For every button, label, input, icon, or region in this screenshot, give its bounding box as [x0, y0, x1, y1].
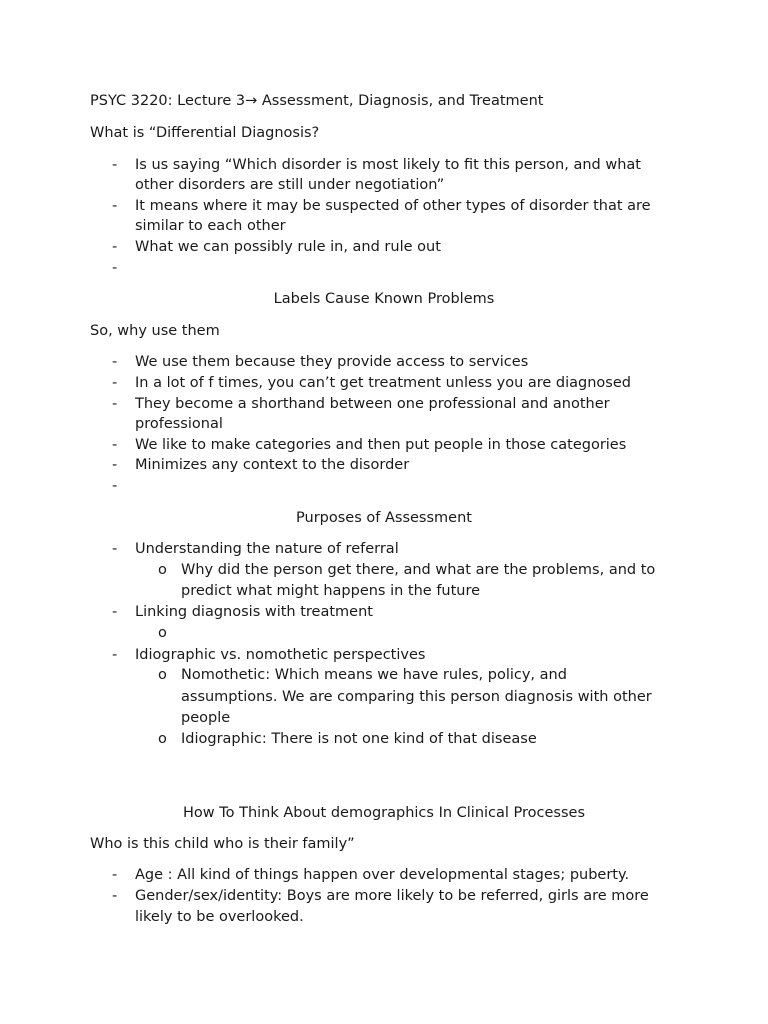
heading-labels-cause-known-problems: Labels Cause Known Problems: [273, 291, 495, 307]
bullet-text: They become a shorthand between one professional and another: [135, 396, 610, 412]
bullet-text: Is us saying “Which disorder is most likely to fit this person, and what: [135, 157, 641, 173]
sub-bullet-marker-empty: o: [158, 625, 167, 641]
heading-purposes-of-assessment: Purposes of Assessment: [296, 510, 472, 526]
bullet-marker: -: [112, 396, 118, 412]
bullet-text: It means where it may be suspected of other types of disorder that are: [135, 198, 651, 214]
sub-bullet-text-continued: assumptions. We are comparing this person diagnosis with other: [181, 689, 652, 705]
bullet-marker: -: [112, 867, 118, 883]
sub-bullet-text-continued: predict what might happens in the future: [181, 583, 481, 599]
sub-bullet-text-continued: people: [181, 710, 231, 726]
bullet-text: Gender/sex/identity: Boys are more likely to be referred, girls are more: [135, 888, 649, 904]
bullet-marker: -: [112, 541, 118, 557]
bullet-marker: -: [112, 157, 118, 173]
bullet-text-continued: similar to each other: [135, 218, 286, 234]
bullet-text: In a lot of f times, you can’t get treatment unless you are diagnosed: [135, 375, 631, 391]
bullet-text: Idiographic vs. nomothetic perspectives: [135, 647, 426, 663]
bullet-marker-empty: -: [112, 478, 118, 494]
question-why-use-them: So, why use them: [90, 323, 220, 339]
sub-bullet-text: Why did the person get there, and what are the problems, and to: [181, 562, 656, 578]
bullet-marker: -: [112, 647, 118, 663]
bullet-text-continued: other disorders are still under negotiation”: [135, 177, 445, 193]
sub-bullet-marker: o: [158, 731, 167, 747]
sub-bullet-marker: o: [158, 562, 167, 578]
bullet-text: Linking diagnosis with treatment: [135, 604, 373, 620]
document-title: PSYC 3220: Lecture 3→ Assessment, Diagnosis, and Treatment: [90, 93, 544, 109]
bullet-text: We use them because they provide access to services: [135, 354, 529, 370]
heading-demographics-in-clinical-processes: How To Think About demographics In Clinical Processes: [182, 805, 586, 821]
bullet-marker: -: [112, 457, 118, 473]
question-differential-diagnosis: What is “Differential Diagnosis?: [90, 125, 320, 141]
bullet-marker: -: [112, 375, 118, 391]
bullet-text: Understanding the nature of referral: [135, 541, 399, 557]
bullet-marker: -: [112, 604, 118, 620]
bullet-text: What we can possibly rule in, and rule out: [135, 239, 441, 255]
bullet-marker: -: [112, 437, 118, 453]
bullet-text-continued: professional: [135, 416, 223, 432]
bullet-marker: -: [112, 198, 118, 214]
bullet-text-continued: likely to be overlooked.: [135, 909, 304, 925]
sub-bullet-marker: o: [158, 667, 167, 683]
sub-bullet-text: Nomothetic: Which means we have rules, policy, and: [181, 667, 567, 683]
bullet-text: Minimizes any context to the disorder: [135, 457, 410, 473]
bullet-marker: -: [112, 888, 118, 904]
bullet-marker: -: [112, 354, 118, 370]
question-who-is-this-child: Who is this child who is their family”: [90, 836, 355, 852]
bullet-text: We like to make categories and then put people in those categories: [135, 437, 627, 453]
bullet-marker: -: [112, 239, 118, 255]
sub-bullet-text: Idiographic: There is not one kind of that disease: [181, 731, 537, 747]
bullet-marker-empty: -: [112, 260, 118, 276]
bullet-text: Age : All kind of things happen over developmental stages; puberty.: [135, 867, 630, 883]
